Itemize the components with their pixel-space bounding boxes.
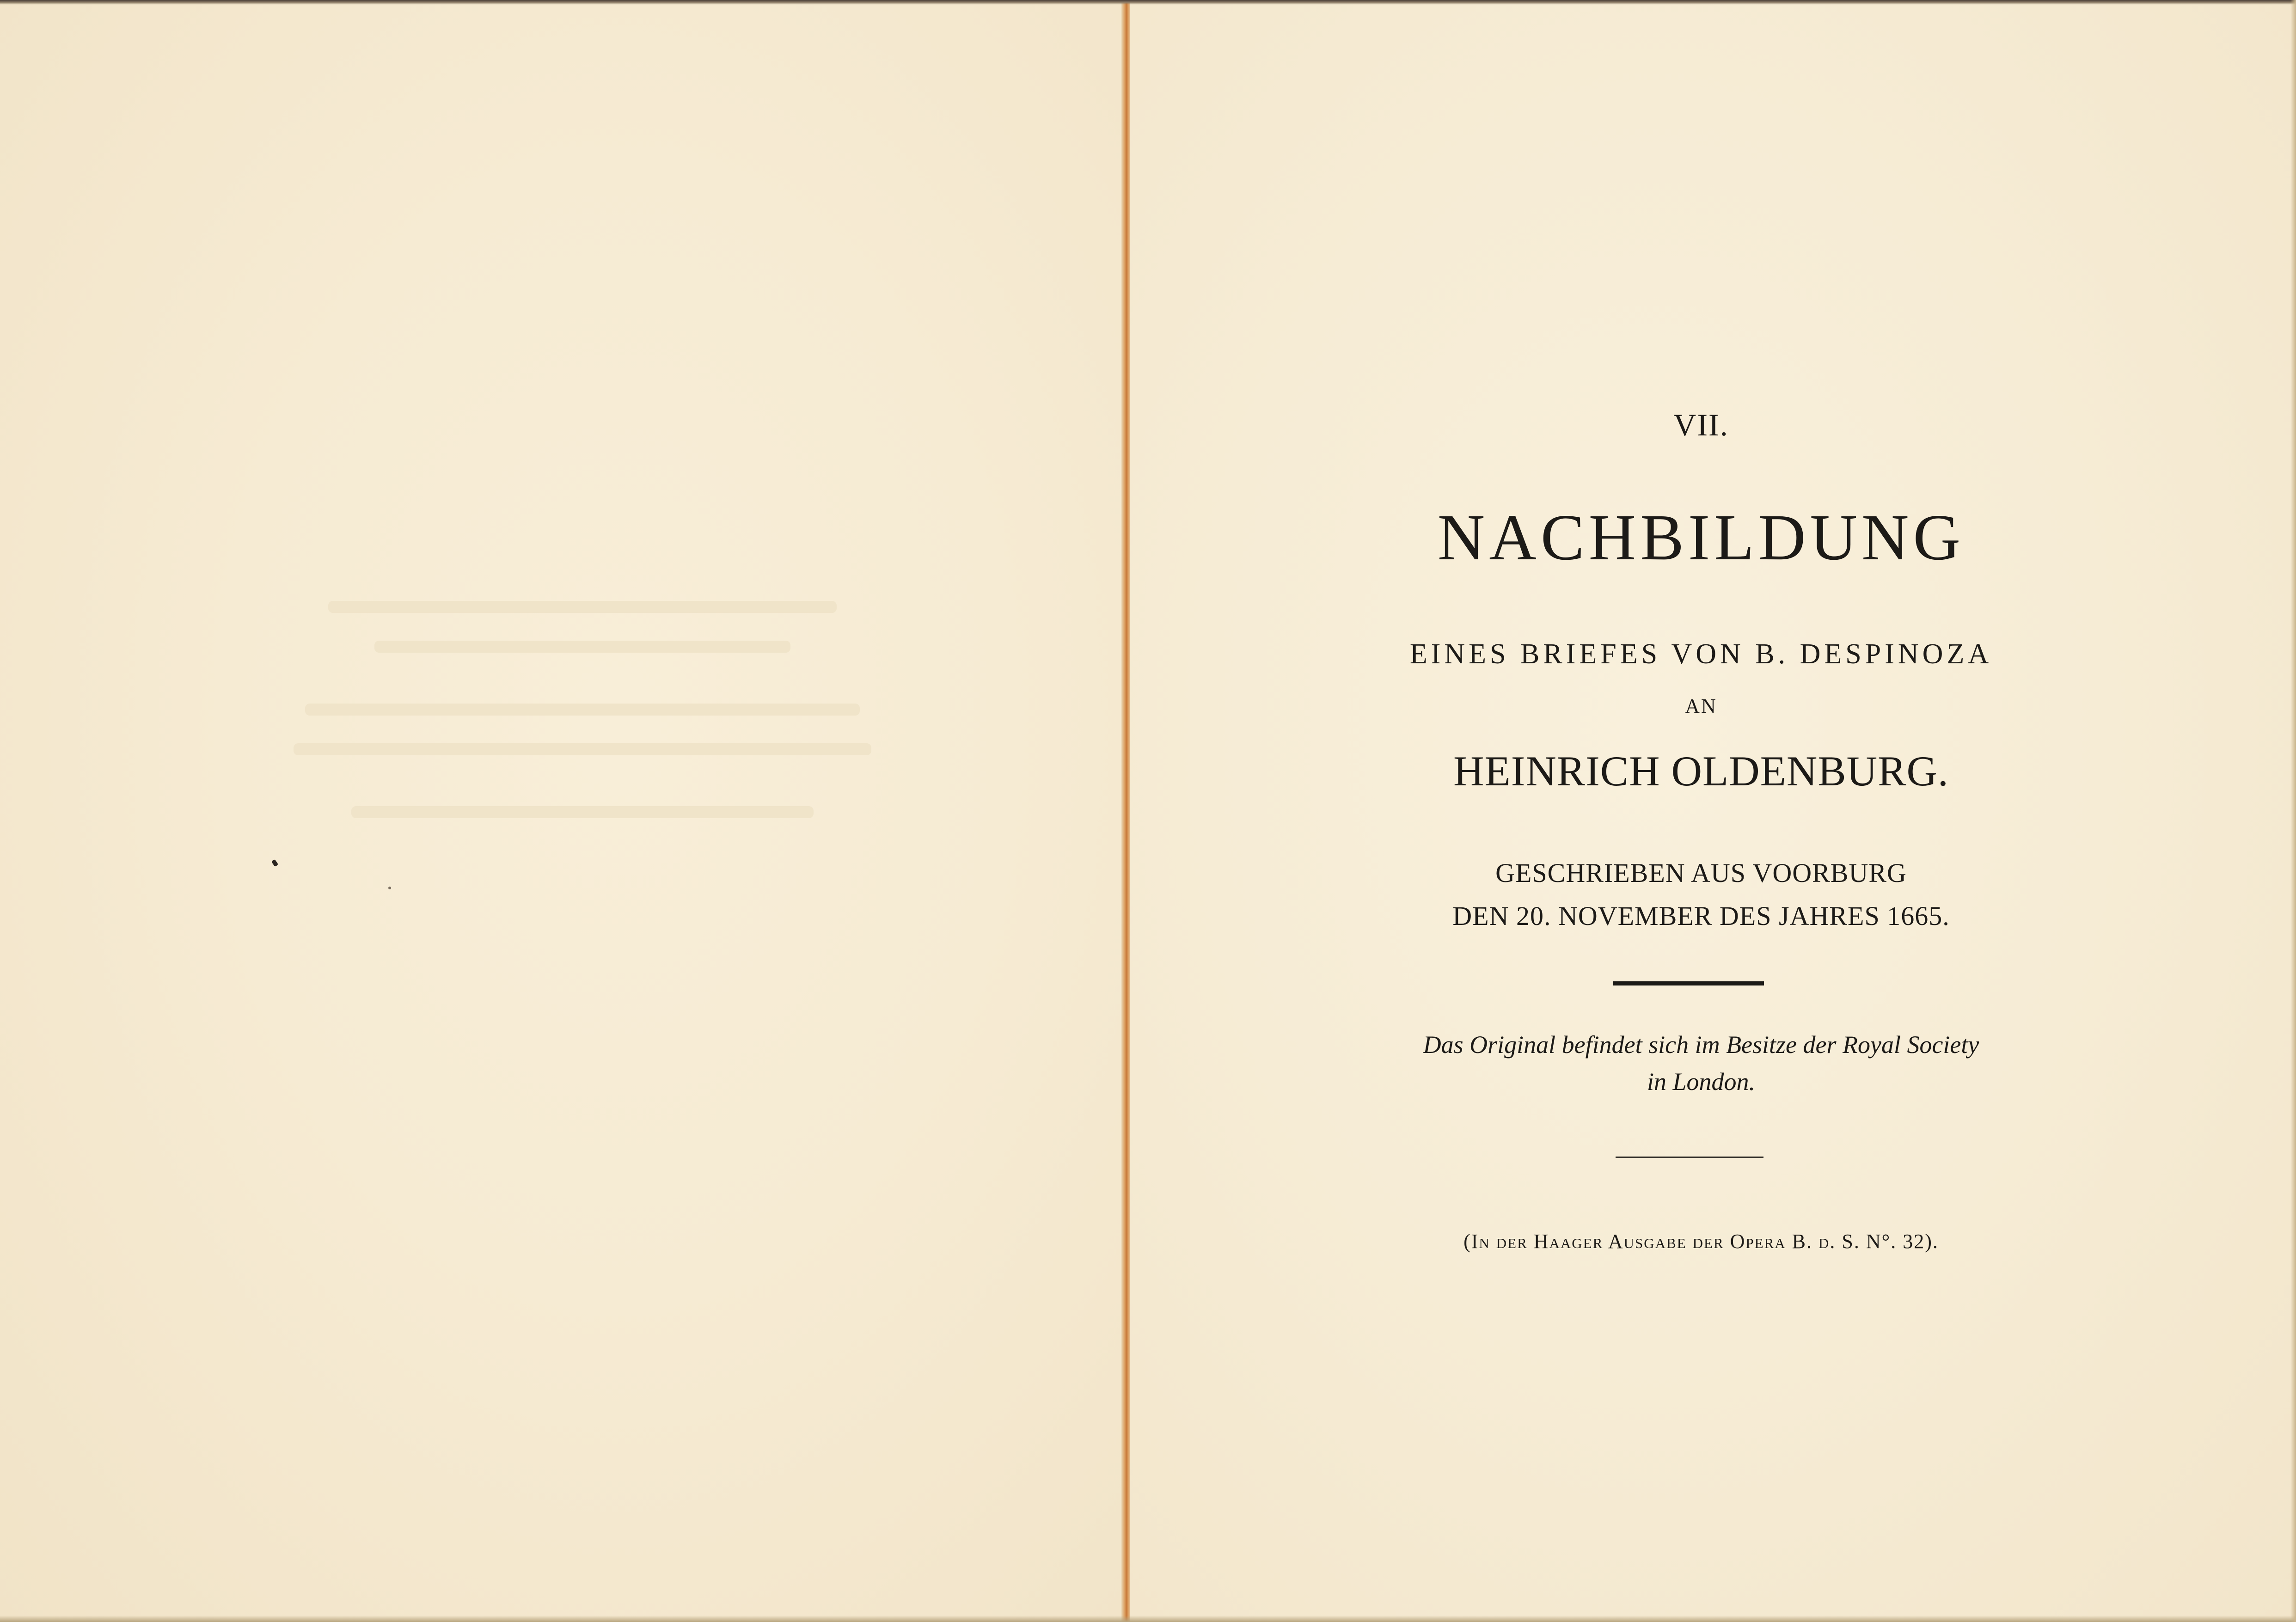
provenance-note (1331, 1026, 2071, 1100)
connector-word: AN (1685, 695, 1717, 717)
written-date-line: DEN 20. NOVEMBER DES JAHRES 1665. (1452, 901, 1950, 931)
paper-speck (388, 887, 391, 889)
provenance-line-2: in London. (1647, 1068, 1756, 1096)
right-page-title (1130, 0, 2296, 1622)
divider-thick (1613, 981, 1764, 985)
subtitle: EINES BRIEFES VON B. DESPINOZA (1409, 638, 1993, 670)
main-title: NACHBILDUNG (1437, 501, 1965, 574)
written-from-line: GESCHRIEBEN AUS VOORBURG (1495, 858, 1907, 888)
divider-thin (1616, 1157, 1763, 1158)
edition-reference: (In der Haager Ausgabe der Opera B. d. S. N°. 32). (1463, 1230, 1939, 1253)
bleed-through-shadow (259, 481, 906, 1128)
section-number: VII. (1673, 407, 1729, 442)
page-right-edge (2290, 0, 2296, 1622)
page-bottom-edge (0, 1616, 2296, 1622)
provenance-line-1: Das Original befindet sich im Besitze der Royal Society (1423, 1031, 1979, 1059)
left-page-blank (0, 0, 1123, 1622)
recipient-name: HEINRICH OLDENBURG. (1453, 747, 1949, 795)
page-top-edge (0, 0, 2296, 5)
